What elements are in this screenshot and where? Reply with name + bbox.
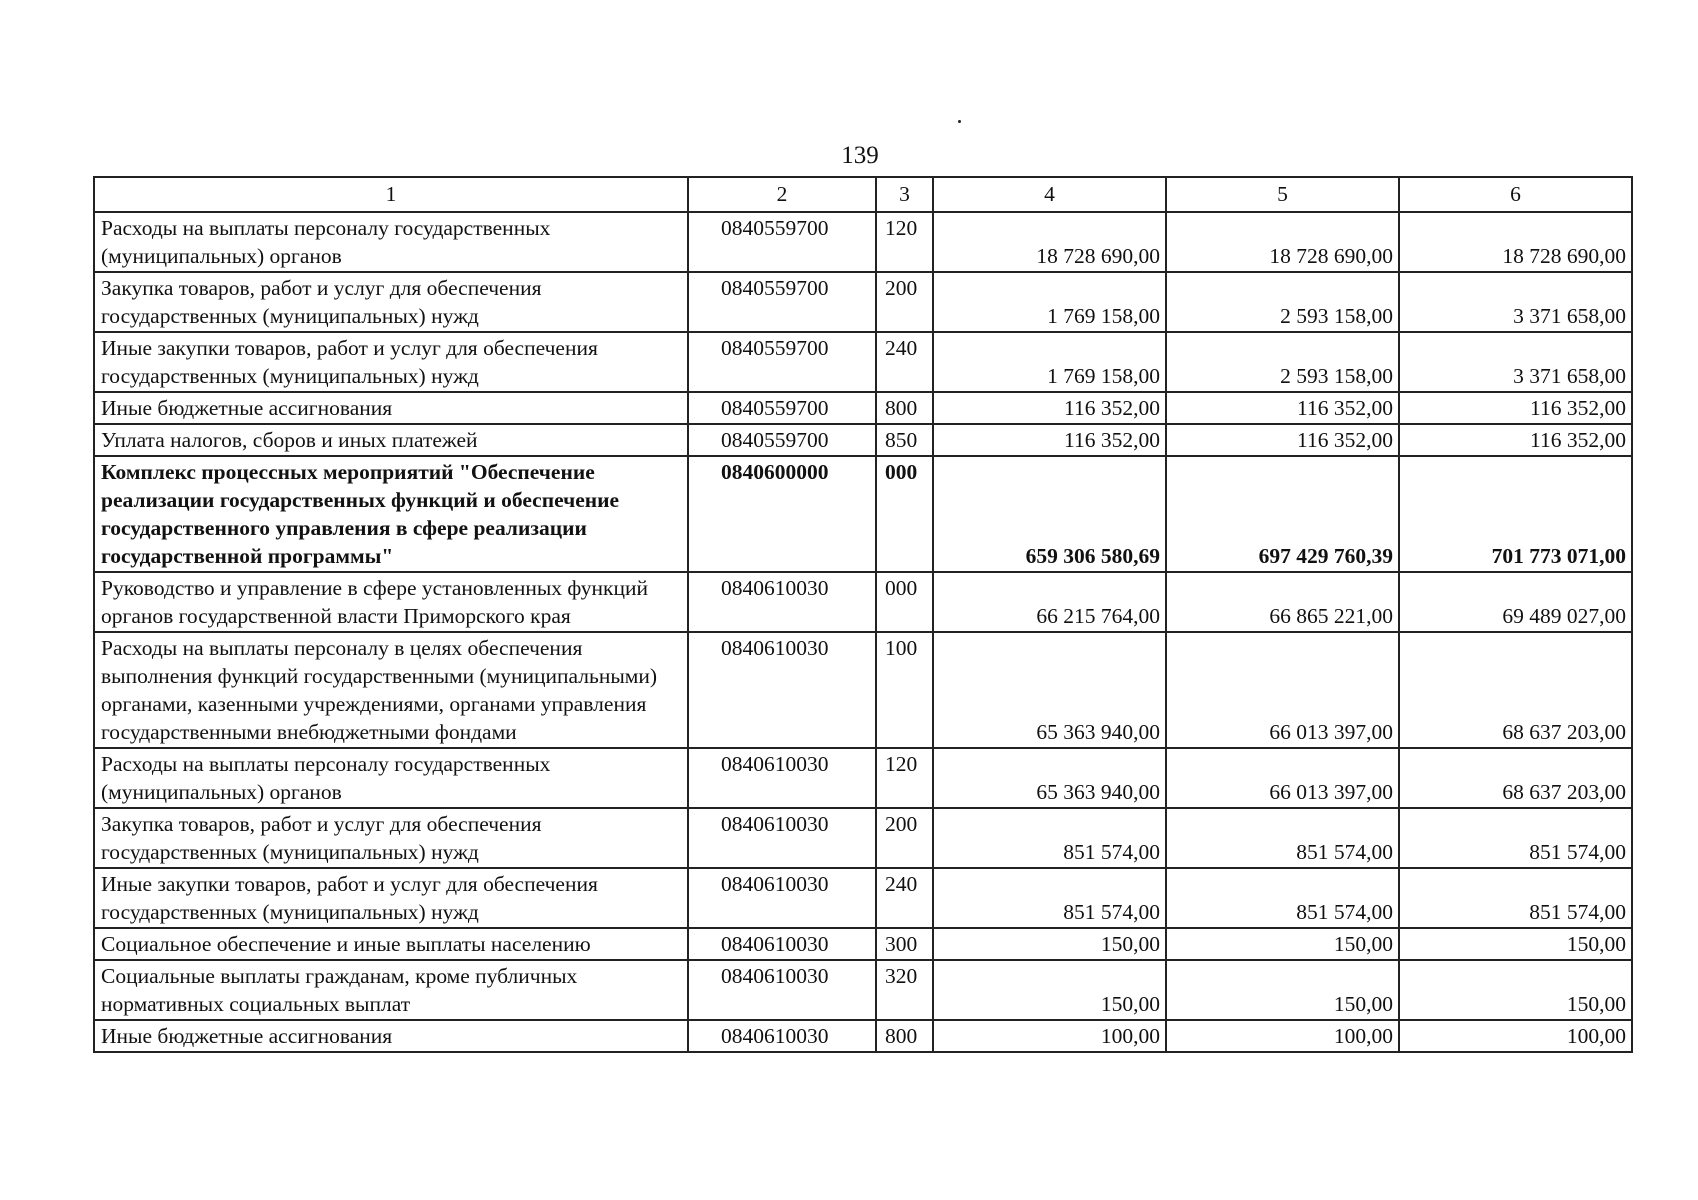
row-target-code: 0840610030 (688, 868, 876, 928)
table-row (94, 392, 1632, 424)
row-amount-col5: 851 574,00 (1166, 808, 1399, 868)
row-amount-col4: 150,00 (933, 960, 1166, 1020)
row-expense-type: 800 (876, 1020, 933, 1052)
row-target-code: 0840559700 (688, 212, 876, 272)
table-row (94, 332, 1632, 392)
row-amount-col6: 851 574,00 (1399, 868, 1632, 928)
row-target-code: 0840610030 (688, 748, 876, 808)
page-number: 139 (841, 142, 879, 169)
row-description: Иные закупки товаров, работ и услуг для обеспечения государственных (муниципальных) нужд (94, 332, 688, 392)
row-amount-col4: 851 574,00 (933, 808, 1166, 868)
row-description: Социальные выплаты гражданам, кроме публичных нормативных социальных выплат (94, 960, 688, 1020)
row-expense-type: 000 (876, 572, 933, 632)
row-amount-col4: 100,00 (933, 1020, 1166, 1052)
row-target-code: 0840610030 (688, 572, 876, 632)
row-expense-type: 300 (876, 928, 933, 960)
row-expense-type: 850 (876, 424, 933, 456)
row-amount-col5: 116 352,00 (1166, 424, 1399, 456)
table-row (94, 424, 1632, 456)
row-target-code: 0840559700 (688, 272, 876, 332)
row-amount-col4: 18 728 690,00 (933, 212, 1166, 272)
table-row (94, 1020, 1632, 1052)
row-amount-col6: 3 371 658,00 (1399, 272, 1632, 332)
row-amount-col6: 116 352,00 (1399, 392, 1632, 424)
row-amount-col5: 66 013 397,00 (1166, 748, 1399, 808)
row-expense-type: 800 (876, 392, 933, 424)
row-description: Закупка товаров, работ и услуг для обеспечения государственных (муниципальных) нужд (94, 808, 688, 868)
table-row (94, 456, 1632, 572)
row-amount-col6: 100,00 (1399, 1020, 1632, 1052)
row-amount-col4: 116 352,00 (933, 392, 1166, 424)
row-expense-type: 200 (876, 808, 933, 868)
table-row (94, 868, 1632, 928)
header-cell-5: 5 (1166, 177, 1399, 212)
header-cell-2: 2 (688, 177, 876, 212)
row-description: Иные бюджетные ассигнования (94, 392, 688, 424)
table-row (94, 272, 1632, 332)
row-amount-col4: 116 352,00 (933, 424, 1166, 456)
row-amount-col5: 150,00 (1166, 960, 1399, 1020)
row-expense-type: 240 (876, 332, 933, 392)
row-target-code: 0840610030 (688, 632, 876, 748)
row-description: Закупка товаров, работ и услуг для обеспечения государственных (муниципальных) нужд (94, 272, 688, 332)
row-description: Иные бюджетные ассигнования (94, 1020, 688, 1052)
row-amount-col5: 116 352,00 (1166, 392, 1399, 424)
row-amount-col4: 65 363 940,00 (933, 748, 1166, 808)
row-amount-col5: 150,00 (1166, 928, 1399, 960)
row-amount-col5: 2 593 158,00 (1166, 272, 1399, 332)
scan-dot (958, 120, 961, 123)
row-expense-type: 240 (876, 868, 933, 928)
table-row (94, 748, 1632, 808)
row-target-code: 0840559700 (688, 392, 876, 424)
row-amount-col4: 1 769 158,00 (933, 272, 1166, 332)
row-description: Руководство и управление в сфере установленных функций органов государственной власти Приморского края (94, 572, 688, 632)
row-amount-col6: 150,00 (1399, 928, 1632, 960)
row-target-code: 0840559700 (688, 424, 876, 456)
row-amount-col4: 851 574,00 (933, 868, 1166, 928)
row-amount-col5: 100,00 (1166, 1020, 1399, 1052)
table-row (94, 572, 1632, 632)
row-amount-col6: 68 637 203,00 (1399, 748, 1632, 808)
row-amount-col5: 2 593 158,00 (1166, 332, 1399, 392)
row-amount-col6: 68 637 203,00 (1399, 632, 1632, 748)
row-description: Уплата налогов, сборов и иных платежей (94, 424, 688, 456)
row-amount-col5: 18 728 690,00 (1166, 212, 1399, 272)
row-amount-col6: 701 773 071,00 (1399, 456, 1632, 572)
table-row (94, 960, 1632, 1020)
table-row (94, 212, 1632, 272)
budget-table (93, 176, 1633, 1053)
row-amount-col5: 66 865 221,00 (1166, 572, 1399, 632)
row-amount-col6: 150,00 (1399, 960, 1632, 1020)
row-description: Расходы на выплаты персоналу государственных (муниципальных) органов (94, 212, 688, 272)
row-amount-col6: 18 728 690,00 (1399, 212, 1632, 272)
row-amount-col4: 150,00 (933, 928, 1166, 960)
row-expense-type: 000 (876, 456, 933, 572)
header-cell-4: 4 (933, 177, 1166, 212)
row-amount-col6: 116 352,00 (1399, 424, 1632, 456)
table-row (94, 632, 1632, 748)
row-amount-col4: 659 306 580,69 (933, 456, 1166, 572)
row-amount-col4: 65 363 940,00 (933, 632, 1166, 748)
row-amount-col6: 69 489 027,00 (1399, 572, 1632, 632)
row-amount-col5: 697 429 760,39 (1166, 456, 1399, 572)
row-amount-col6: 3 371 658,00 (1399, 332, 1632, 392)
header-cell-3: 3 (876, 177, 933, 212)
row-amount-col5: 851 574,00 (1166, 868, 1399, 928)
row-target-code: 0840610030 (688, 960, 876, 1020)
row-amount-col4: 1 769 158,00 (933, 332, 1166, 392)
row-description: Расходы на выплаты персоналу в целях обеспечения выполнения функций государственными (муниципальными) органами, казенными учреждениями, органами управления государственными внебюджетными фондами (94, 632, 688, 748)
row-target-code: 0840600000 (688, 456, 876, 572)
row-target-code: 0840610030 (688, 928, 876, 960)
row-amount-col5: 66 013 397,00 (1166, 632, 1399, 748)
row-amount-col4: 66 215 764,00 (933, 572, 1166, 632)
row-target-code: 0840610030 (688, 1020, 876, 1052)
header-cell-1: 1 (94, 177, 688, 212)
row-expense-type: 120 (876, 212, 933, 272)
table-header-row (94, 177, 1632, 212)
row-expense-type: 200 (876, 272, 933, 332)
row-expense-type: 120 (876, 748, 933, 808)
row-description: Расходы на выплаты персоналу государственных (муниципальных) органов (94, 748, 688, 808)
row-description: Комплекс процессных мероприятий "Обеспечение реализации государственных функций и обеспечение государственного управления в сфере реализации государственной программы" (94, 456, 688, 572)
table-row (94, 808, 1632, 868)
row-amount-col6: 851 574,00 (1399, 808, 1632, 868)
row-expense-type: 320 (876, 960, 933, 1020)
row-target-code: 0840610030 (688, 808, 876, 868)
table-row (94, 928, 1632, 960)
row-description: Иные закупки товаров, работ и услуг для обеспечения государственных (муниципальных) нужд (94, 868, 688, 928)
row-description: Социальное обеспечение и иные выплаты населению (94, 928, 688, 960)
row-expense-type: 100 (876, 632, 933, 748)
header-cell-6: 6 (1399, 177, 1632, 212)
row-target-code: 0840559700 (688, 332, 876, 392)
